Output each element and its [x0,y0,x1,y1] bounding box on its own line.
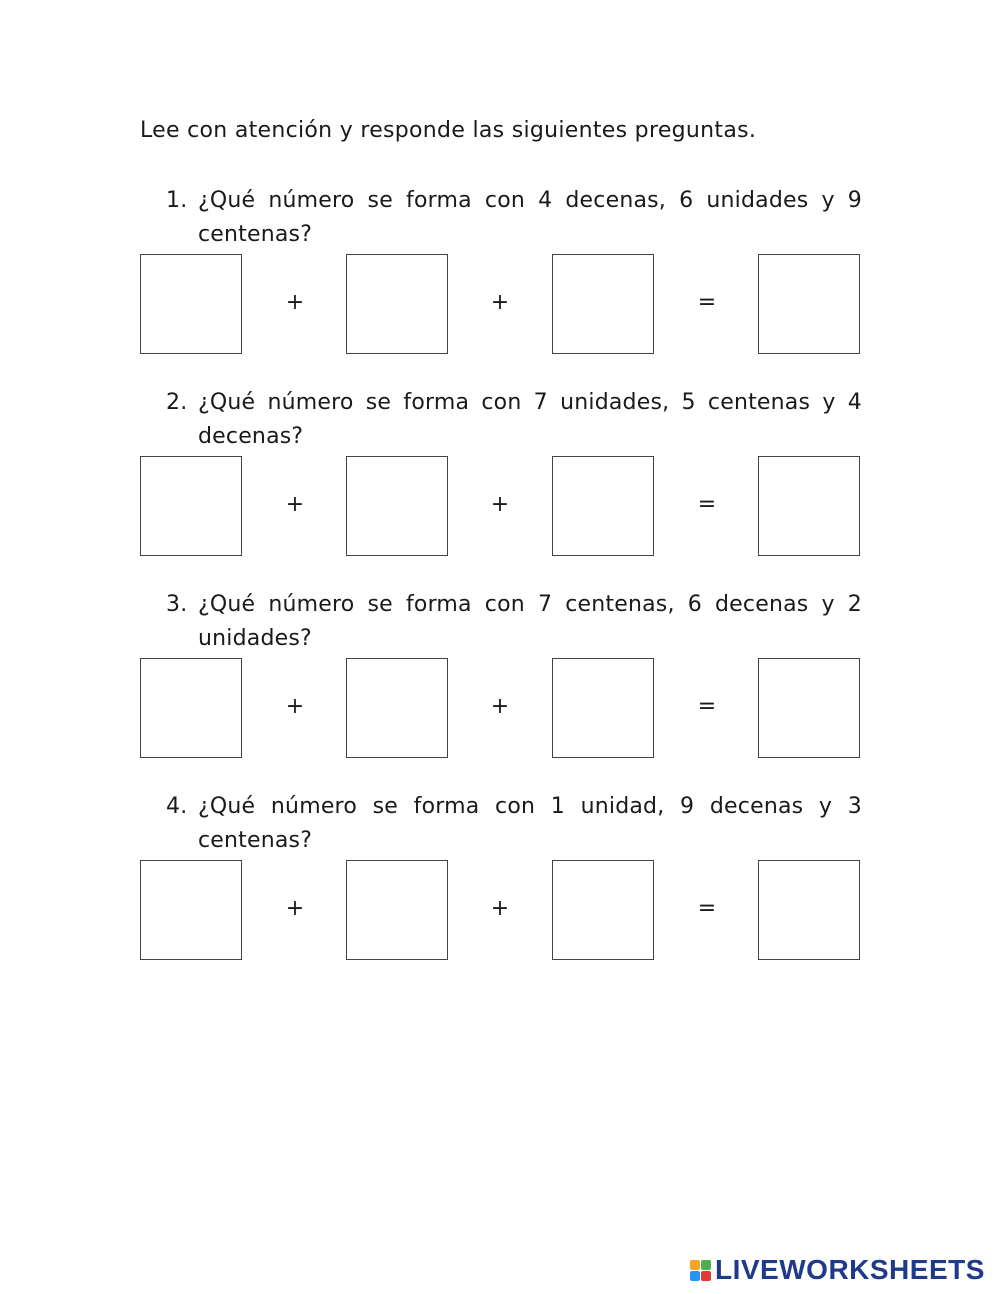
question-text [140,588,862,656]
instructions: Lee con atención y responde las siguientes preguntas. [140,118,757,143]
plus-sign: + [285,290,305,315]
answer-box-1[interactable] [140,254,242,354]
brand-logo [690,1255,985,1285]
question-number: 3. [166,592,188,617]
question-label: ¿Qué número se forma con 7 unidades, 5 centenas y 4 decenas? [198,390,862,449]
answer-box-3[interactable] [552,658,654,758]
question-text [140,790,862,858]
question-3 [140,588,862,760]
answer-box-2[interactable] [346,860,448,960]
logo-square [690,1271,700,1281]
question-1 [140,184,862,356]
question-number: 4. [166,794,188,819]
question-label: ¿Qué número se forma con 7 centenas, 6 decenas y 2 unidades? [198,592,862,651]
equals-sign: = [697,492,717,517]
question-number: 1. [166,188,188,213]
logo-square [701,1260,711,1270]
answer-row [140,658,862,760]
answer-box-1[interactable] [140,456,242,556]
question-text [140,386,862,454]
plus-sign: + [490,492,510,517]
result-box[interactable] [758,658,860,758]
result-box[interactable] [758,860,860,960]
question-label: ¿Qué número se forma con 4 decenas, 6 unidades y 9 centenas? [198,188,862,247]
answer-box-3[interactable] [552,860,654,960]
logo-icon [690,1260,711,1281]
answer-box-3[interactable] [552,254,654,354]
answer-box-3[interactable] [552,456,654,556]
equals-sign: = [697,290,717,315]
plus-sign: + [490,694,510,719]
equals-sign: = [697,694,717,719]
plus-sign: + [490,896,510,921]
answer-box-1[interactable] [140,658,242,758]
logo-square [690,1260,700,1270]
answer-box-2[interactable] [346,658,448,758]
question-2 [140,386,862,558]
plus-sign: + [490,290,510,315]
plus-sign: + [285,694,305,719]
question-text [140,184,862,252]
answer-row [140,254,862,356]
question-4 [140,790,862,962]
equals-sign: = [697,896,717,921]
result-box[interactable] [758,456,860,556]
answer-box-2[interactable] [346,456,448,556]
plus-sign: + [285,896,305,921]
result-box[interactable] [758,254,860,354]
logo-square [701,1271,711,1281]
answer-box-1[interactable] [140,860,242,960]
answer-row [140,860,862,962]
question-label: ¿Qué número se forma con 1 unidad, 9 decenas y 3 centenas? [198,794,862,853]
brand-name: LIVEWORKSHEETS [715,1254,985,1285]
question-number: 2. [166,390,188,415]
plus-sign: + [285,492,305,517]
answer-row [140,456,862,558]
answer-box-2[interactable] [346,254,448,354]
